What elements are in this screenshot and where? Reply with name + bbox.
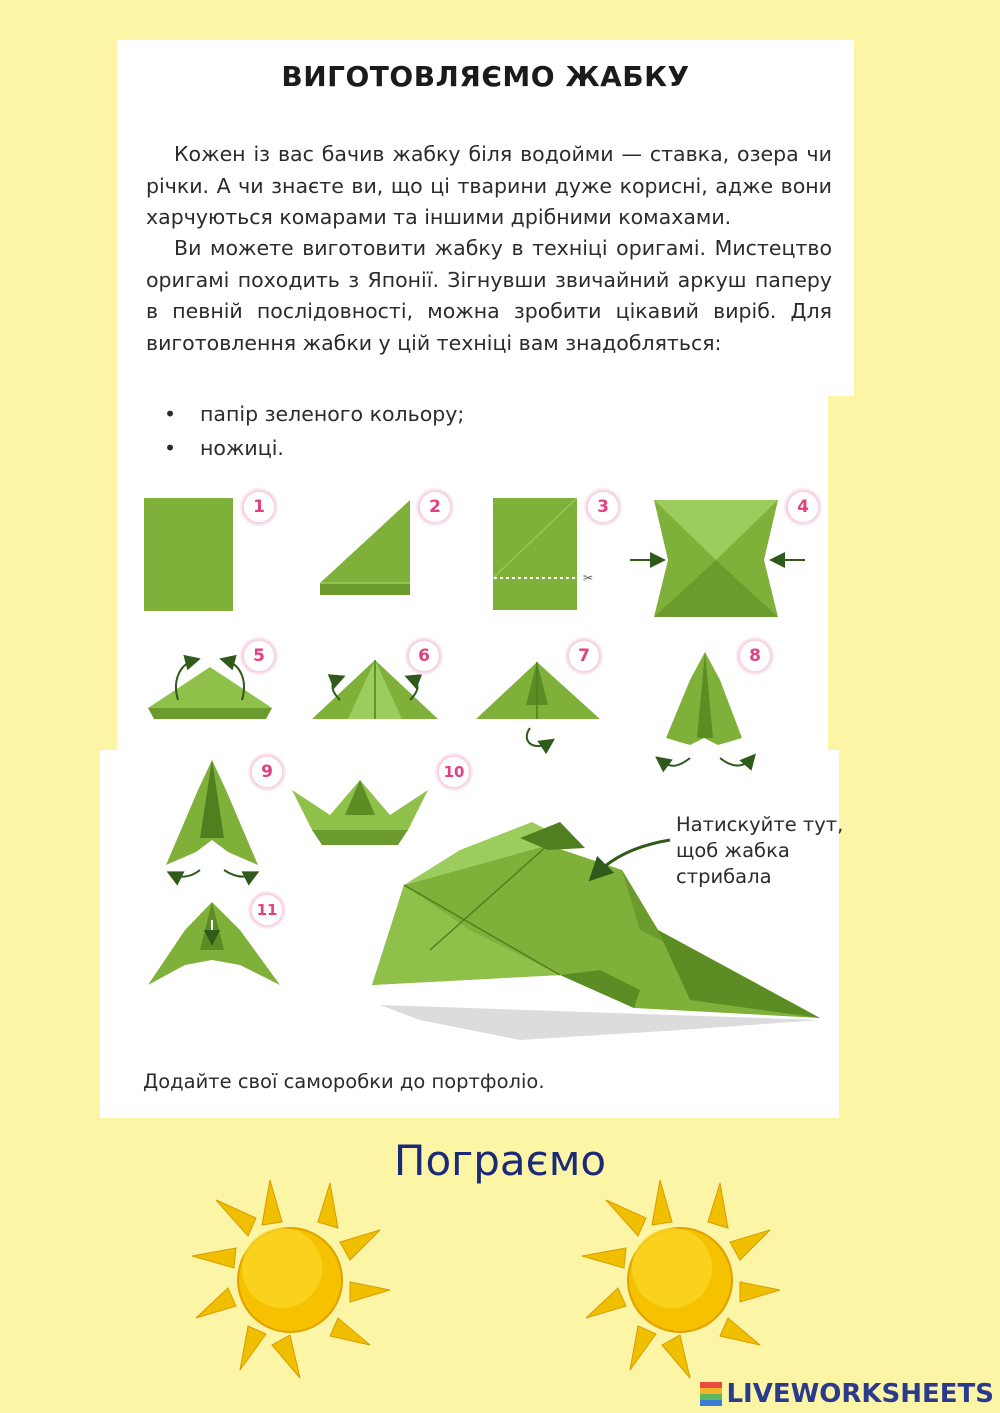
logo-badge-icon (700, 1382, 722, 1406)
sun-right-icon (582, 1180, 780, 1378)
step-number-badge: 10 (437, 755, 471, 789)
logo-text: LIVEWORKSHEETS (726, 1379, 994, 1409)
step-number-badge: 1 (242, 490, 276, 524)
page-title: ВИГОТОВЛЯЄМО ЖАБКУ (281, 60, 690, 93)
step-number-badge: 2 (418, 490, 452, 524)
step-number-badge: 3 (586, 490, 620, 524)
technique-paragraph: Ви можете виготовити жабку в техніці оригамі. Мистецтво оригамі походить з Японії. Зігнувши звичайний аркуш паперу в певній послідовності, можна зробити цікавий виріб. Для виготовлення жабки у цій техніці вам знадобляться: (146, 236, 832, 355)
intro-paragraph: Кожен із вас бачив жабку біля водойми — ставка, озера чи річки. А чи знаєте ви, що ці тварини дуже корисні, адже вони харчуються комарами та іншими дрібними комахами. (146, 142, 832, 229)
step-10-figure (292, 780, 428, 845)
material-item: • ножиці. (160, 431, 464, 465)
step-2-figure (320, 500, 410, 595)
portfolio-note: Додайте свої саморобки до портфоліо. (143, 1070, 545, 1093)
step-number-badge: 6 (407, 639, 441, 673)
sun-left-icon (192, 1180, 390, 1378)
play-heading: Пограємо (393, 1136, 607, 1185)
step-number-badge: 11 (250, 893, 284, 927)
step-4-figure (630, 500, 805, 617)
liveworksheets-logo (700, 1381, 994, 1407)
step-number-badge: 8 (738, 639, 772, 673)
svg-text:✂: ✂ (583, 571, 594, 585)
step-7-figure (476, 662, 600, 746)
step-number-badge: 7 (567, 639, 601, 673)
material-item: • папір зеленого кольору; (160, 397, 464, 431)
step-number-badge: 4 (786, 490, 820, 524)
step-9-figure (166, 760, 258, 877)
step-8-figure (660, 652, 752, 766)
step-3-figure (488, 498, 593, 610)
press-here-note: Натискуйте тут, щоб жабка стрибала (676, 813, 844, 888)
step-1-figure (144, 498, 233, 611)
step-number-badge: 5 (242, 639, 276, 673)
step-number-badge: 9 (250, 755, 284, 789)
